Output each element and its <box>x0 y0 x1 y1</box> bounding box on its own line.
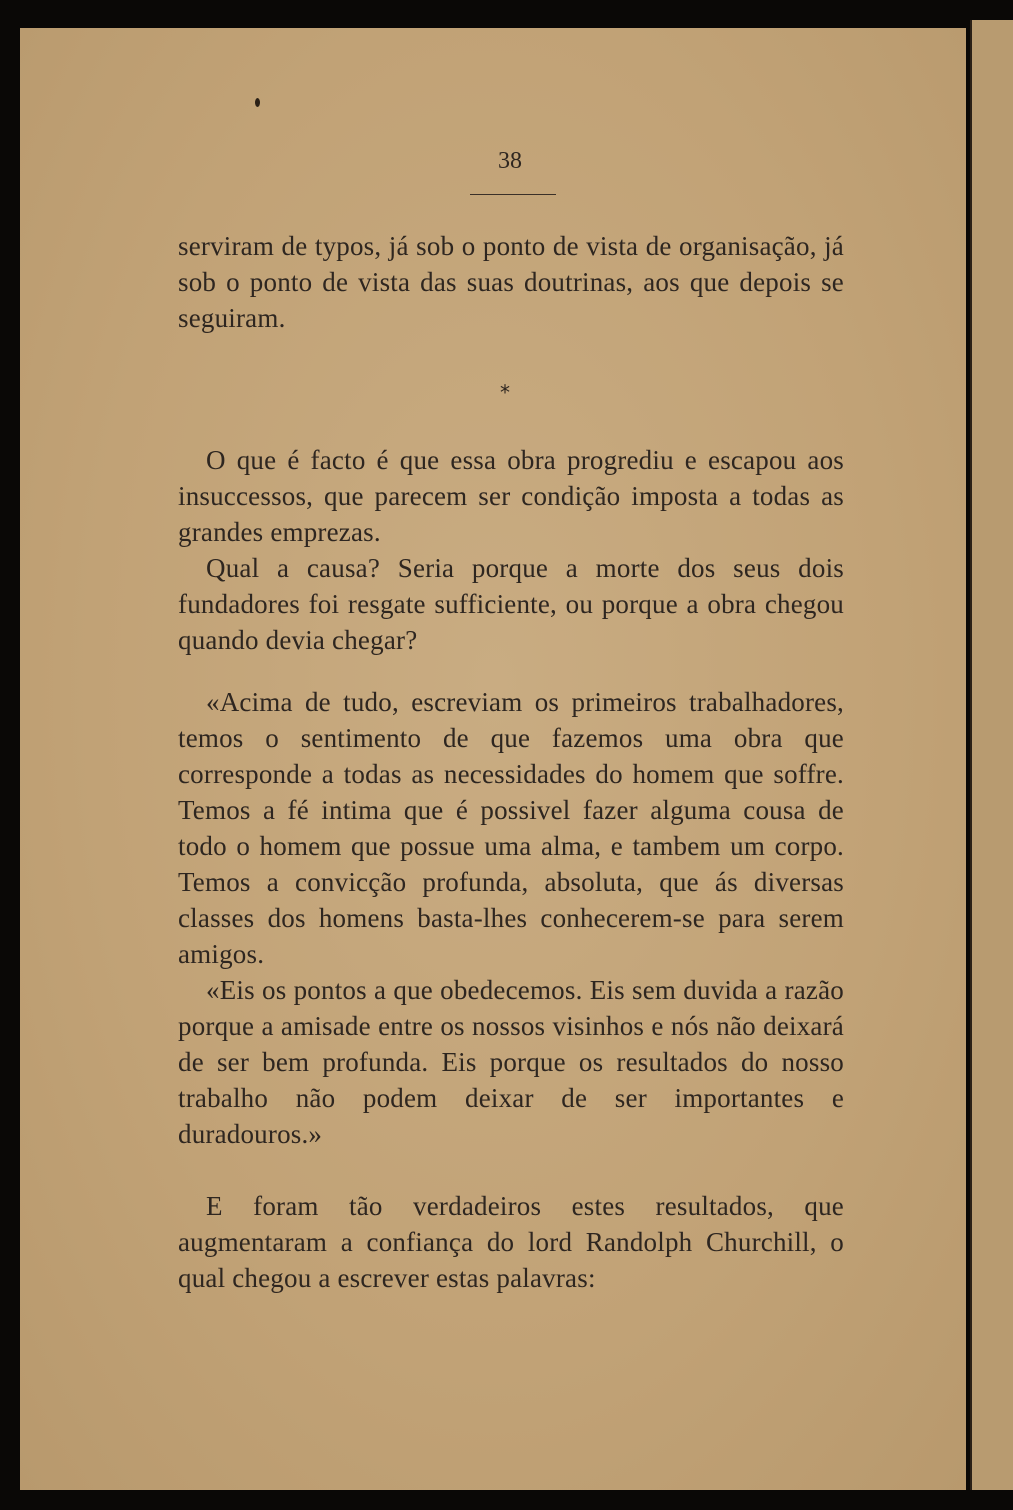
paragraph: E foram tão verdadeiros estes resultados, que augmentaram a confiança do lord Randolph Churchill, o qual chegou a escrever estas palavras: <box>178 1191 844 1293</box>
ink-speck <box>255 98 260 107</box>
page-number: 38 <box>498 148 522 174</box>
paragraph: Qual a causa? Seria porque a morte dos seus dois fundadores foi resgate sufficiente, ou porque a obra chegou quando devia chegar? <box>178 553 844 655</box>
quote-paragraph: «Acima de tudo, escreviam os primeiros trabalhadores, temos o sentimento de que fazemos uma obra que corresponde a todas as necessidades do homem que soffre. Temos a fé intima que é possivel fazer alguma cousa de todo o homem que possue uma alma, e tambem um corpo. Temos a convicção profunda, absoluta, que ás diversas classes dos homens basta-lhes conhecerem-se para serem amigos. <box>178 687 844 969</box>
adjacent-page-edge <box>970 20 1013 1490</box>
text-block-4 <box>178 1188 844 1296</box>
text-block-3 <box>178 684 844 1152</box>
book-page <box>20 28 966 1490</box>
paragraph: O que é facto é que essa obra progrediu e escapou aos insuccessos, que parecem ser condição imposta a todas as grandes emprezas. <box>178 445 844 547</box>
section-asterism: ⁎ <box>500 374 510 398</box>
text-block-2 <box>178 442 844 658</box>
header-rule <box>470 194 556 195</box>
paragraph-continuation: serviram de typos, já sob o ponto de vista de organisação, já sob o ponto de vista das suas doutrinas, aos que depois se seguiram. <box>178 231 844 333</box>
quote-paragraph: «Eis os pontos a que obedecemos. Eis sem duvida a razão porque a amisade entre os nossos visinhos e nós não deixará de ser bem profunda. Eis porque os resultados do nosso trabalho não podem deixar de ser importantes e duradouros.» <box>178 975 844 1149</box>
text-block-1 <box>178 228 844 336</box>
